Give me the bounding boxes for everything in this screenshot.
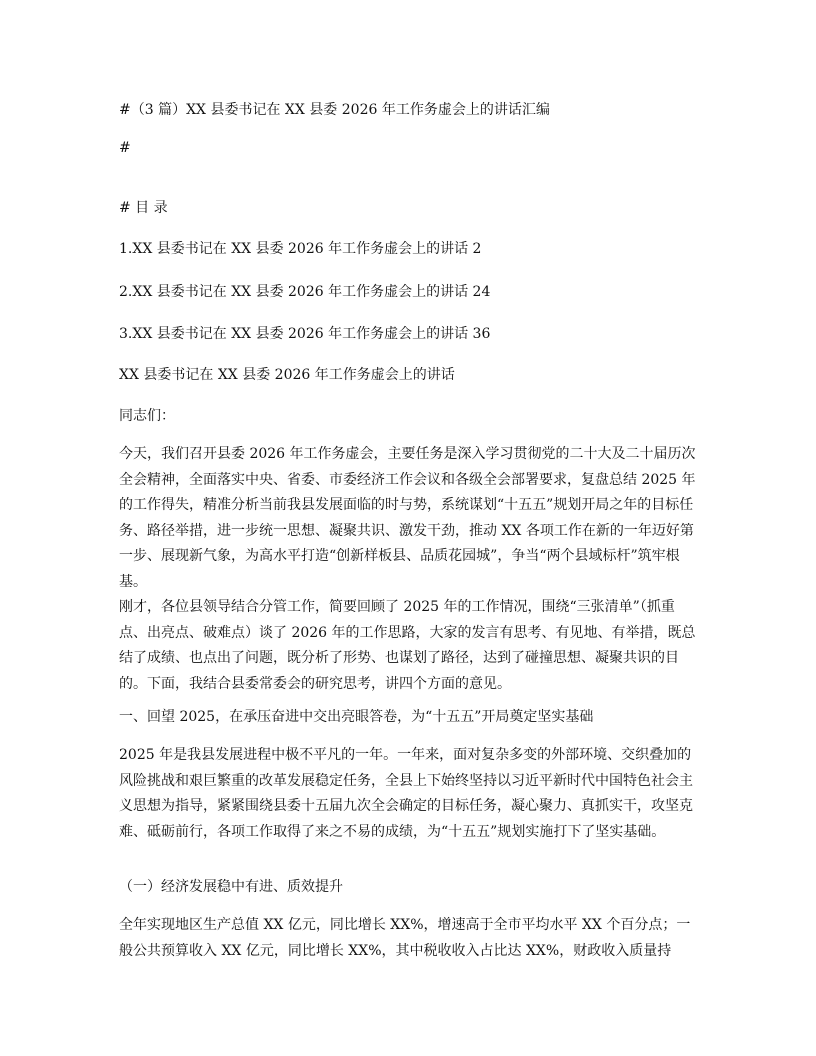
toc-item-1: 1.XX 县委书记在 XX 县委 2026 年工作务虚会上的讲话 2 (119, 241, 482, 257)
toc-item-3: 3.XX 县委书记在 XX 县委 2026 年工作务虚会上的讲话 36 (119, 326, 491, 342)
paragraph-opening (119, 442, 697, 595)
paragraph-section-one (119, 743, 697, 845)
paragraph-subsection (119, 913, 697, 964)
toc-heading: # 目 录 (119, 200, 168, 216)
paragraph-review-text: 刚才，各位县领导结合分管工作，简要回顾了 2025 年的工作情况，围绕“三张清单”（抓重点、出亮点、破难点）谈了 2026 年的工作思路，大家的发言有思考、有见地、有举措，既总结了成绩、也点出了问题，既分析了形势、也谋划了路径，达到了碰撞思想、凝聚共识的目的。下面，我结合县委常委会的研究思考，讲四个方面的意见。 (119, 599, 696, 692)
hash-line: # (119, 140, 131, 156)
salutation: 同志们： (119, 408, 175, 424)
section-one-heading: 一、回望 2025，在承压奋进中交出亮眼答卷，为“十五五”开局奠定坚实基础 (119, 709, 594, 725)
document-title: #（3 篇）XX 县委书记在 XX 县委 2026 年工作务虚会上的讲话汇编 (119, 102, 550, 118)
paragraph-review (119, 595, 697, 697)
speech-title: XX 县委书记在 XX 县委 2026 年工作务虚会上的讲话 (119, 367, 455, 383)
toc-item-2: 2.XX 县委书记在 XX 县委 2026 年工作务虚会上的讲话 24 (119, 284, 491, 300)
paragraph-section-one-text: 2025 年是我县发展进程中极不平凡的一年。一年来，面对复杂多变的外部环境、交织叠加的风险挑战和艰巨繁重的改革发展稳定任务，全县上下始终坚持以习近平新时代中国特色社会主义思想为指导，紧紧围绕县委十五届九次全会确定的目标任务，凝心聚力、真抓实干，攻坚克难、砥砺前行，各项工作取得了来之不易的成绩，为“十五五”规划实施打下了坚实基础。 (119, 747, 693, 840)
paragraph-subsection-text: 全年实现地区生产总值 XX 亿元，同比增长 XX%，增速高于全市平均水平 XX 个百分点；一般公共预算收入 XX 亿元，同比增长 XX%，其中税收收入占比达 XX%，财政收入质量持 (119, 917, 691, 959)
subsection-heading: （一）经济发展稳中有进、质效提升 (119, 879, 343, 895)
paragraph-opening-text: 今天，我们召开县委 2026 年工作务虚会，主要任务是深入学习贯彻党的二十大及二十届历次全会精神，全面落实中央、省委、市委经济工作会议和各级全会部署要求，复盘总结 2025 年的工作得失，精准分析当前我县发展面临的时与势，系统谋划“十五五”规划开局之年的目标任务、路径举措，进一步统一思想、凝聚共识、激发干劲，推动 XX 各项工作在新的一年迈好第一步、展现新气象，为高水平打造“创新样板县、品质花园城”，争当“两个县域标杆”筑牢根基。 (119, 446, 696, 590)
